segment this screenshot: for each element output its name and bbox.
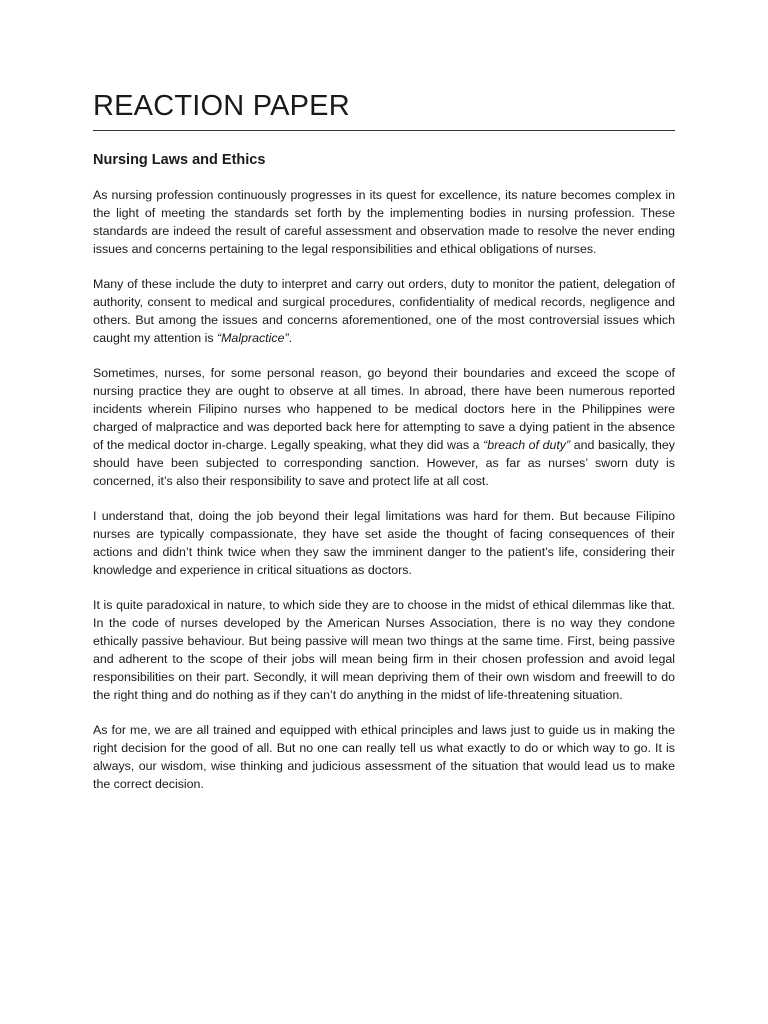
paragraph-3-emphasis: “breach of duty” <box>483 437 571 452</box>
paragraph-3 <box>93 365 675 490</box>
document-heading: Nursing Laws and Ethics <box>93 152 266 168</box>
paragraph-2 <box>93 276 675 348</box>
paragraph-2-text: Many of these include the duty to interpret and carry out orders, duty to monitor the patient, delegation of authority, consent to medical and surgical procedures, confidentiality of medical records, negligence and others. But among the issues and concerns aforementioned, one of the most controversial issues which caught my attention is <box>93 277 675 345</box>
paragraph-1: As nursing profession continuously progresses in its quest for excellence, its nature becomes complex in the light of meeting the standards set forth by the implementing bodies in nursing profession. These standards are indeed the result of careful assessment and observation made to resolve the never ending issues and concerns pertaining to the legal responsibilities and ethical obligations of nurses. <box>93 188 675 256</box>
paragraph-4: I understand that, doing the job beyond their legal limitations was hard for them. But because Filipino nurses are typically compassionate, they have set aside the thought of facing consequences of their actions and didn’t think twice when they saw the imminent danger to the patient’s life, considering their knowledge and experience in critical situations as doctors. <box>93 509 675 577</box>
document-page <box>93 88 675 811</box>
paragraph-2-end: . <box>288 330 293 345</box>
paragraph-5: It is quite paradoxical in nature, to which side they are to choose in the midst of ethical dilemmas like that. In the code of nurses developed by the American Nurses Association, there is no way they condone ethically passive behaviour. But being passive will mean two things at the same time. First, being passive and adherent to the scope of their jobs will mean being firm in their chosen profession and avoid legal responsibilities on their part. Secondly, it will mean depriving them of their own wisdom and freewill to do the right thing and do nothing as if they can’t do anything in the midst of life-threatening situation. <box>93 598 675 702</box>
paragraph-3-end: and basically, they should have been subjected to corresponding sanction. However, as far as nurses’ sworn duty is concerned, it’s also their responsibility to save and protect life at all cost. <box>93 437 675 488</box>
document-title: REACTION PAPER <box>93 88 675 131</box>
paragraph-2-emphasis: “Malpractice” <box>216 330 289 345</box>
paragraph-3-text: Sometimes, nurses, for some personal reason, go beyond their boundaries and exceed the scope of nursing practice they are ought to observe at all times. In abroad, there have been numerous reported incidents wherein Filipino nurses who happened to be medical doctors here in the Philippines were charged of malpractice and was deported back here for attempting to save a dying patient in the absence of the medical doctor in-charge. Legally speaking, what they did was a <box>93 366 675 452</box>
paragraph-6: As for me, we are all trained and equipped with ethical principles and laws just to guide us in making the right decision for the good of all. But no one can really tell us what exactly to do or which way to go. It is always, our wisdom, wise thinking and judicious assessment of the situation that would lead us to make the correct decision. <box>93 723 675 791</box>
